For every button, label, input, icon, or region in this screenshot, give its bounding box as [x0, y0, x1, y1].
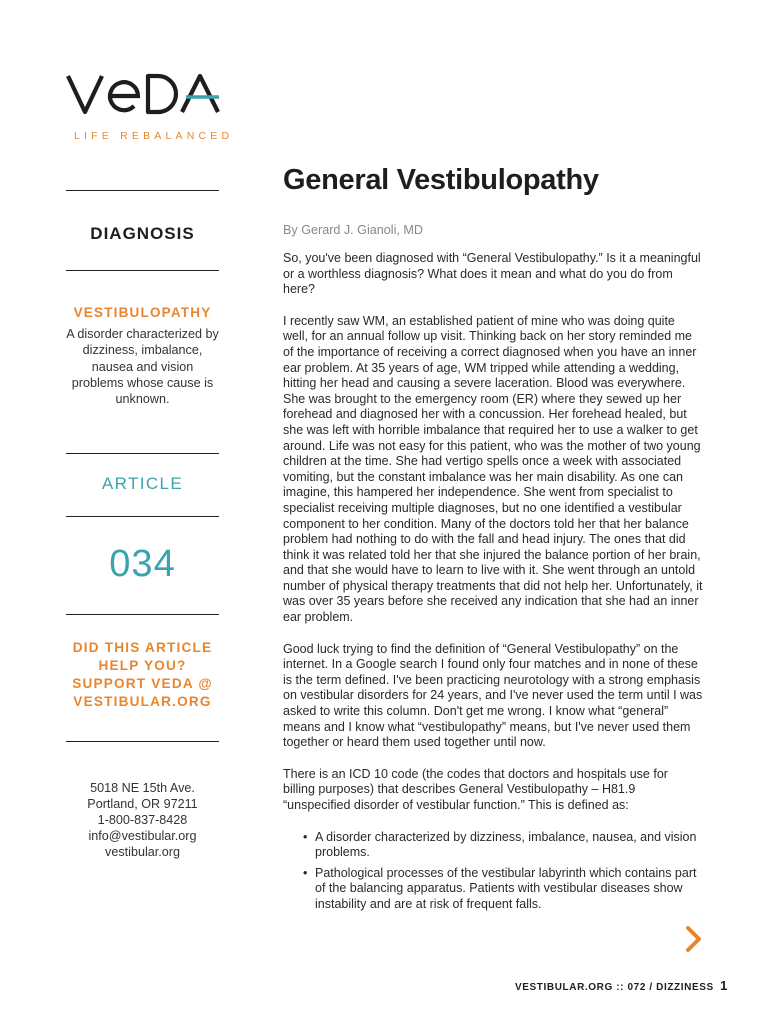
contact-email[interactable]: info@vestibular.org [88, 828, 197, 843]
page-number: 1 [720, 978, 728, 993]
contact-phone[interactable]: 1-800-837-8428 [97, 813, 188, 828]
footer-site: VESTIBULAR.ORG [515, 982, 613, 993]
contact-address-line1: 5018 NE 15th Ave. [90, 781, 195, 796]
logo-tagline: LIFE REBALANCED [74, 130, 234, 142]
diagnosis-heading: DIAGNOSIS [90, 224, 195, 243]
bullet-icon: • [303, 865, 308, 880]
diagnosis-definition: A disorder characterized by dizziness, imbalance, nausea and vision problems whose cause is unknown. [66, 327, 219, 407]
article-title: General Vestibulopathy [283, 164, 599, 196]
article-paragraph: I recently saw WM, an established patient of mine who was doing quite well, for an annual follow up visit. Thinking back on her story reminded me of the importance of receiving a correct diagnosed when you have an inner ear problem. At 35 years of age, WM tripped while attending a wedding, hitting her head and causing a severe laceration. Blood was everywhere. She was brought to the emergency room (ER) where they sewed up her forehead and diagnosed her with a concussion. Her forehead healed, but she was left with horrible imbalance that required her to use a walker to get around. Life was not easy for this patient, who was the mother of two young children at the time. She had vertigo spells once a week with associated vomiting, but the constant imbalance was her main disability. As one can imagine, this hampered her independence. She went from specialist to specialist receiving multiple diagnoses, but no one identified a vestibular component to her condition. Many of the doctors told her that her balance problem had nothing to do with the fall and head injury. The ones that did think it was related told her that she injured the balance portion of her brain, and that she would have to learn to live with it. She went through an untold number of physical therapy treatments that did not help her. Unfortunately, it was over 35 years before she received any indication that she had an inner ear problem. [283, 313, 703, 625]
definition-list [303, 830, 703, 913]
divider [66, 270, 219, 271]
divider [66, 190, 219, 191]
bullet-icon: • [303, 829, 308, 844]
chevron-right-icon[interactable] [684, 924, 704, 954]
list-item-text: Pathological processes of the vestibular labyrinth which contains part of the balancing apparatus. Patients with vestibular diseases show instability and are at risk of frequent falls. [315, 865, 697, 911]
contact-website[interactable]: vestibular.org [105, 844, 180, 859]
divider [66, 516, 219, 517]
contact-block [66, 781, 219, 860]
sidebar [66, 190, 219, 860]
divider [66, 453, 219, 454]
diagnosis-term: VESTIBULOPATHY [73, 305, 212, 320]
article-number: 034 [109, 543, 176, 586]
list-item [303, 830, 703, 861]
list-item [303, 866, 703, 913]
contact-address-line2: Portland, OR 97211 [87, 797, 198, 812]
support-link[interactable]: DID THIS ARTICLE HELP YOU? SUPPORT VEDA @ VESTIBULAR.ORG [72, 640, 213, 710]
divider [66, 741, 219, 742]
article-body [283, 164, 703, 918]
veda-logo [66, 70, 226, 120]
article-byline: By Gerard J. Gianoli, MD [283, 223, 423, 237]
veda-wordmark [66, 70, 221, 120]
article-paragraph: So, you've been diagnosed with “General Vestibulopathy.” Is it a meaningful or a worthless diagnosis? What does it mean and what do you do from here? [283, 251, 701, 297]
page-footer [515, 978, 728, 993]
article-paragraph: There is an ICD 10 code (the codes that doctors and hospitals use for billing purposes) that describes General Vestibulopathy – H81.9 “unspecified disorder of vestibular function.” This is defined as: [283, 766, 668, 812]
article-label: ARTICLE [101, 474, 184, 494]
divider [66, 614, 219, 615]
footer-issue: 072 / DIZZINESS [627, 982, 714, 993]
article-paragraph: Good luck trying to find the definition of “General Vestibulopathy” on the internet. In a Google search I found only four matches and in none of these is the term defined. I've been practicing neurotology with a strong emphasis on vestibular disorders for 24 years, and I've never used the term until I was asked to write this column. Don't get me wrong. I know what “general” means and I know what “vestibulopathy” means, but I've never used them together or heard them used together until now. [283, 641, 703, 750]
footer-separator: :: [616, 982, 625, 993]
list-item-text: A disorder characterized by dizziness, imbalance, nausea, and vision problems. [315, 829, 697, 860]
